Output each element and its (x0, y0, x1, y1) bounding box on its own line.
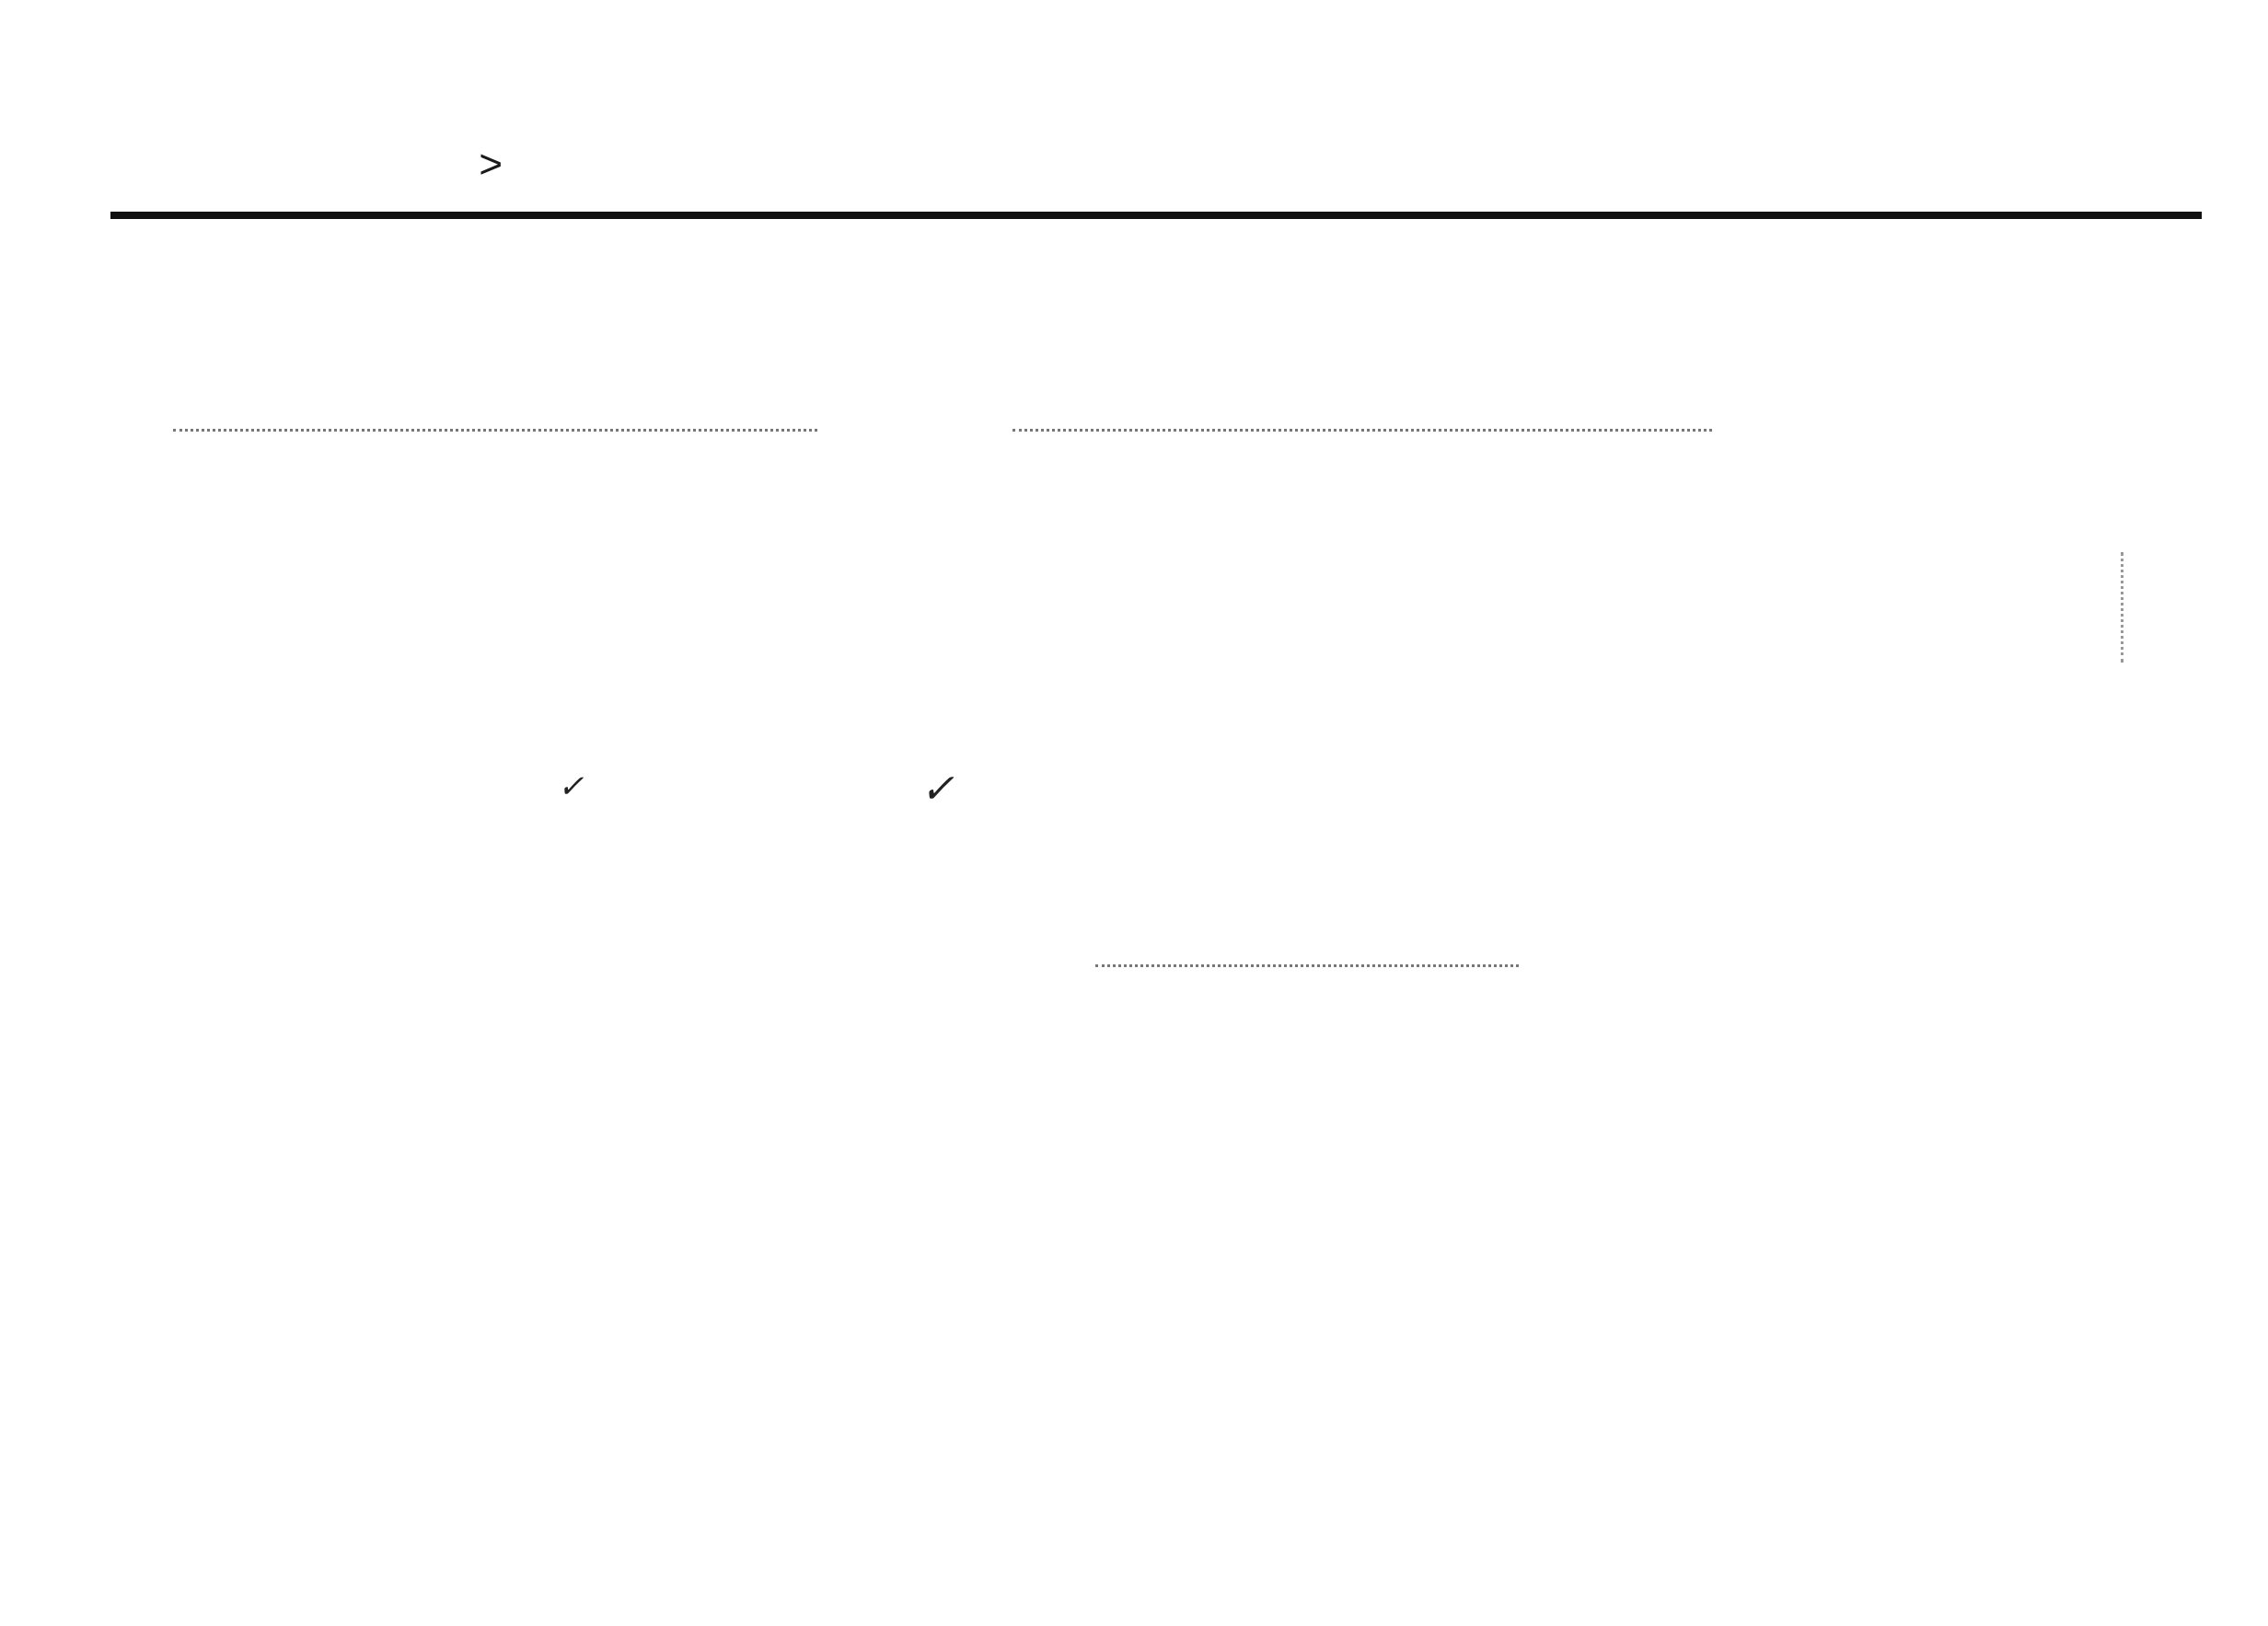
dotted-line (173, 429, 817, 432)
heading-arrow-mark: > (479, 144, 503, 190)
check-mark: ✓ (558, 768, 584, 805)
check-mark: ✓ (920, 766, 955, 813)
header-rule (110, 212, 2202, 219)
dotted-line (1095, 964, 1519, 967)
margin-marks (2121, 552, 2123, 663)
dotted-line (1012, 429, 1712, 432)
